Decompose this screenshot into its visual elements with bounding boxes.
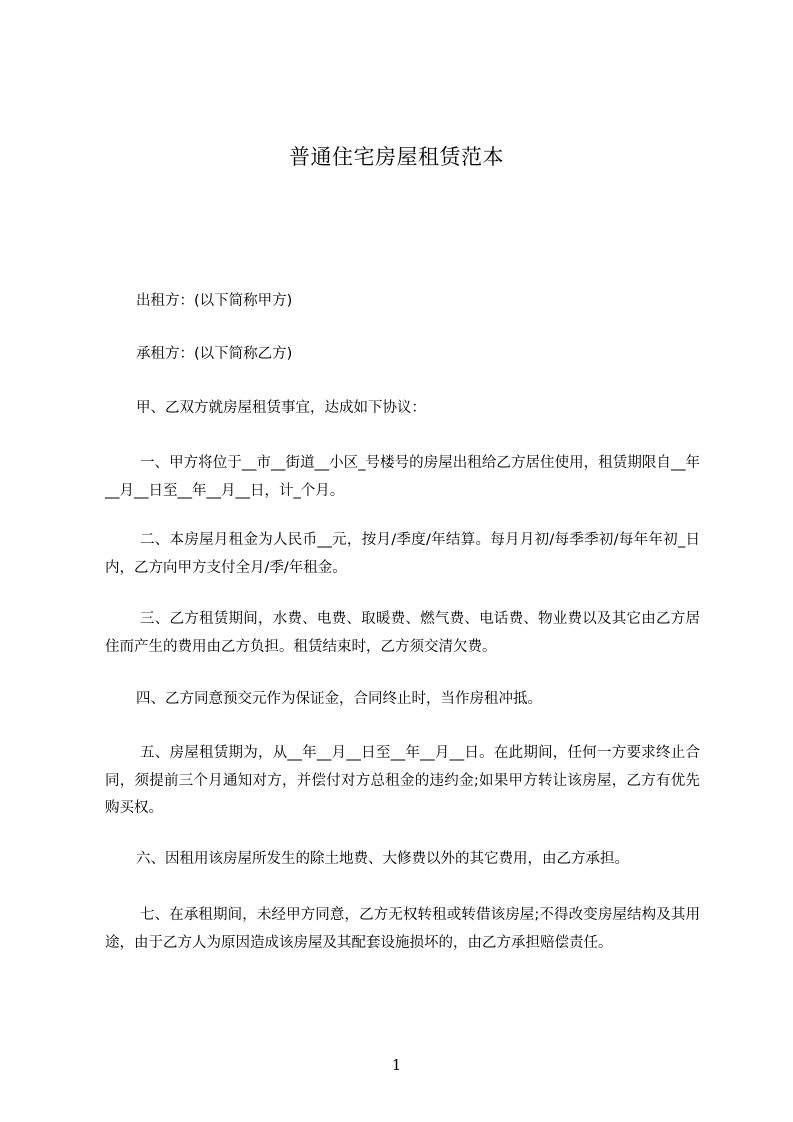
lessor-line: 出租方：(以下简称甲方) bbox=[136, 293, 293, 309]
clause-7: 七、在承租期间，未经甲方同意，乙方无权转租或转借该房屋;不得改变房屋结构及其用途，由于乙方人为原因造成该房屋及其配套设施损坏的，由乙方承担赔偿责任。 bbox=[105, 907, 700, 951]
clause-1: 一、甲方将位于__市__街道__小区_号楼号的房屋出租给乙方居住使用，租赁期限自__年__月__日至__年__月__日，计_个月。 bbox=[105, 455, 700, 499]
clause-3: 三、乙方租赁期间，水费、电费、取暖费、燃气费、电话费、物业费以及其它由乙方居住而产生的费用由乙方负担。租赁结束时，乙方须交清欠费。 bbox=[105, 611, 700, 655]
clause-4: 四、乙方同意预交元作为保证金，合同终止时，当作房租冲抵。 bbox=[136, 691, 542, 707]
page-number: 1 bbox=[391, 1056, 402, 1074]
document-title: 普通住宅房屋租赁范本 bbox=[289, 145, 504, 169]
clause-5: 五、房屋租赁期为，从__年__月__日至__年__月__日。在此期间，任何一方要求终止合同，须提前三个月通知对方，并偿付对方总租金的违约金;如果甲方转让该房屋，乙方有优先购买权。 bbox=[105, 745, 700, 816]
clause-2: 二、本房屋月租金为人民币__元，按月/季度/年结算。每月月初/每季季初/每年年初_日内，乙方向甲方支付全月/季/年租金。 bbox=[105, 532, 700, 576]
preamble: 甲、乙双方就房屋租赁事宜，达成如下协议： bbox=[136, 400, 426, 416]
clause-6: 六、因租用该房屋所发生的除土地费、大修费以外的其它费用，由乙方承担。 bbox=[136, 851, 629, 867]
lessee-line: 承租方：(以下简称乙方) bbox=[136, 346, 293, 362]
